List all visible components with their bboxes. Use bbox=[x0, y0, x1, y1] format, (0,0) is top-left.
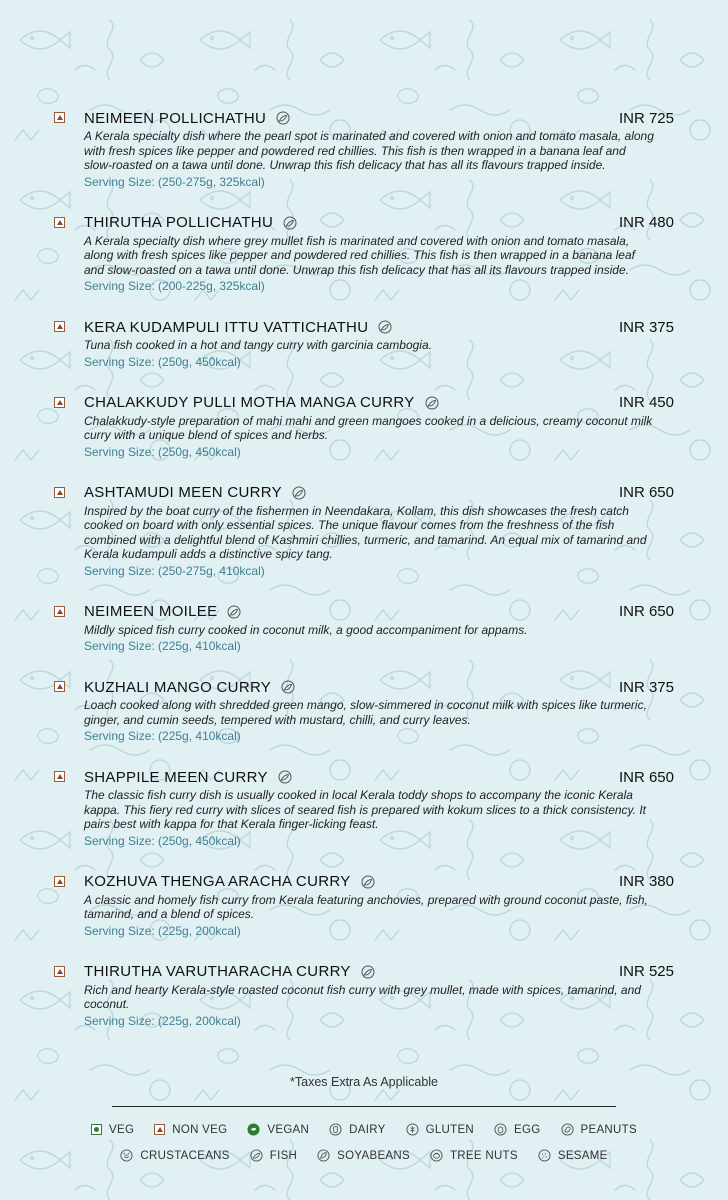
legend-item bbox=[430, 1149, 518, 1162]
non-veg-icon bbox=[54, 112, 65, 123]
item-title-row bbox=[84, 677, 674, 697]
fish-icon bbox=[361, 965, 375, 979]
soyabeans-icon bbox=[317, 1149, 330, 1162]
legend-divider bbox=[112, 1106, 616, 1107]
legend-item bbox=[494, 1123, 540, 1136]
legend-item bbox=[561, 1123, 637, 1136]
legend-item bbox=[538, 1149, 608, 1162]
non-veg-icon bbox=[54, 487, 65, 498]
tree-nuts-icon bbox=[430, 1149, 443, 1162]
item-description: Chalakkudy-style preparation of mahi mahi and green mangoes cooked in a delicious, creamy coconut milk curry with a unique blend of spices and herbs. bbox=[84, 413, 653, 442]
menu-item bbox=[0, 213, 728, 294]
item-title-row bbox=[84, 213, 674, 233]
item-description: Mildly spiced fish curry cooked in coconut milk, a good accompaniment for appams. bbox=[84, 622, 528, 637]
item-name: CHALAKKUDY PULLI MOTHA MANGA CURRY bbox=[84, 394, 415, 411]
item-title-row bbox=[84, 483, 674, 503]
menu-item bbox=[0, 767, 728, 848]
item-name: KERA KUDAMPULI ITTU VATTICHATHU bbox=[84, 318, 369, 336]
item-title-row bbox=[84, 962, 674, 982]
fish-icon bbox=[276, 111, 290, 125]
fish-icon bbox=[227, 605, 241, 619]
item-serving-size: Serving Size: (250g, 450kcal) bbox=[84, 444, 241, 459]
item-price: INR 725 bbox=[618, 109, 674, 127]
item-name: NEIMEEN MOILEE bbox=[84, 603, 218, 620]
item-title-row bbox=[84, 602, 674, 622]
vegan-icon bbox=[247, 1123, 260, 1136]
item-serving-size: Serving Size: (250g, 450kcal) bbox=[84, 833, 241, 848]
legend-item bbox=[120, 1149, 229, 1162]
item-name: KOZHUVA THENGA ARACHA CURRY bbox=[84, 873, 351, 890]
item-name: ASHTAMUDI MEEN CURRY bbox=[84, 484, 282, 501]
legend-row-2 bbox=[0, 1149, 728, 1162]
item-description: A Kerala specialty dish where the pearl spot is marinated and covered with onion and tomato masala, along with fresh spices like pepper and powdered red chillies. This fish is then wrapped in a banana leaf and slow-roasted on a tawa until done. Unwrap this fish delicacy that has all its flavours trapped inside. bbox=[84, 129, 654, 172]
non-veg-icon bbox=[54, 397, 65, 408]
legend-item bbox=[91, 1124, 134, 1136]
legend-label: PEANUTS bbox=[580, 1123, 637, 1136]
item-title-row bbox=[84, 767, 674, 787]
menu-item bbox=[0, 317, 728, 369]
fish-icon bbox=[281, 680, 295, 694]
menu-item bbox=[0, 962, 728, 1028]
item-price: INR 650 bbox=[618, 484, 674, 501]
taxes-note: *Taxes Extra As Applicable bbox=[290, 1075, 438, 1089]
legend-label: EGG bbox=[514, 1123, 541, 1136]
legend-label: GLUTEN bbox=[425, 1123, 475, 1136]
item-serving-size: Serving Size: (225g, 410kcal) bbox=[84, 639, 241, 653]
item-description: Rich and hearty Kerala-style roasted coconut fish curry with grey mullet, made with spices, tamarind, and coconut. bbox=[84, 982, 641, 1011]
fish-icon bbox=[378, 320, 392, 334]
dairy-icon bbox=[329, 1123, 342, 1136]
legend-label: SOYABEANS bbox=[337, 1149, 410, 1162]
fish-icon bbox=[361, 875, 375, 889]
legend-item bbox=[250, 1149, 297, 1162]
non-veg-icon bbox=[54, 606, 65, 617]
fish-icon bbox=[292, 486, 306, 500]
non-veg-icon bbox=[54, 771, 65, 782]
crustaceans-icon bbox=[120, 1149, 133, 1162]
non-veg-icon bbox=[54, 681, 65, 692]
veg-icon bbox=[91, 1124, 102, 1135]
fish-icon bbox=[250, 1149, 263, 1162]
non-veg-icon bbox=[54, 966, 65, 977]
fish-icon bbox=[278, 770, 292, 784]
item-price: INR 480 bbox=[618, 214, 674, 231]
non-veg-icon bbox=[154, 1124, 165, 1135]
legend-item bbox=[317, 1149, 410, 1162]
menu-item bbox=[0, 108, 728, 189]
item-price: INR 450 bbox=[618, 394, 674, 411]
item-title-row bbox=[84, 317, 674, 337]
legend-item bbox=[247, 1123, 309, 1136]
non-veg-icon bbox=[54, 321, 65, 332]
item-name: NEIMEEN POLLICHATHU bbox=[84, 109, 267, 127]
item-title-row bbox=[84, 108, 674, 128]
menu-item bbox=[0, 872, 728, 938]
legend-item bbox=[154, 1124, 227, 1136]
item-serving-size: Serving Size: (200-225g, 325kcal) bbox=[84, 279, 265, 293]
item-serving-size: Serving Size: (250-275g, 325kcal) bbox=[84, 174, 265, 189]
item-price: INR 650 bbox=[618, 768, 674, 786]
item-description: A Kerala specialty dish where grey mullet fish is marinated and covered with onion and tomato masala, along with fresh spices like pepper and powdered red chillies. This fish is then wrapped in a banana leaf and slow-roasted on a tawa until done. Unwrap this fish delicacy that has all its flavours trapped inside. bbox=[84, 233, 635, 277]
item-serving-size: Serving Size: (250-275g, 410kcal) bbox=[84, 563, 265, 578]
legend-item bbox=[406, 1123, 474, 1136]
legend-label: VEGAN bbox=[267, 1123, 310, 1136]
item-description: Tuna fish cooked in a hot and tangy curry with garcinia cambogia. bbox=[84, 338, 432, 352]
item-title-row bbox=[84, 393, 674, 413]
non-veg-icon bbox=[54, 876, 65, 887]
legend-label: FISH bbox=[269, 1149, 298, 1162]
item-serving-size: Serving Size: (225g, 410kcal) bbox=[84, 729, 241, 743]
item-price: INR 375 bbox=[618, 678, 674, 696]
item-name: SHAPPILE MEEN CURRY bbox=[84, 768, 268, 786]
legend-label: CRUSTACEANS bbox=[140, 1149, 230, 1162]
legend-item bbox=[329, 1123, 385, 1136]
gluten-icon bbox=[406, 1123, 419, 1136]
item-description: A classic and homely fish curry from Kerala featuring anchovies, prepared with ground coconut paste, fish, tamarind, and a blend of spices. bbox=[84, 892, 648, 921]
item-description: The classic fish curry dish is usually cooked in local Kerala toddy shops to accompany the iconic Kerala kappa. This fiery red curry with slices of seared fish is prepared with kokum slices to a thick consistency. It pairs best with kappa for that Kerala finger-licking feast. bbox=[84, 788, 646, 831]
item-serving-size: Serving Size: (225g, 200kcal) bbox=[84, 1013, 241, 1028]
menu-item bbox=[0, 677, 728, 743]
non-veg-icon bbox=[54, 217, 65, 228]
egg-icon bbox=[494, 1123, 507, 1136]
item-description: Inspired by the boat curry of the fishermen in Neendakara, Kollam, this dish showcases the fresh catch cooked on board with only essential spices. The unique flavour comes from the freshness of the fish combined with a delightful blend of Kashmiri chillies, turmeric, and tamarind. An equal mix of tamarind and Kerala kudampuli adds a distinctive spicy tang. bbox=[84, 503, 647, 561]
fish-icon bbox=[425, 396, 439, 410]
sesame-icon bbox=[538, 1149, 551, 1162]
legend-label: VEG bbox=[109, 1123, 135, 1136]
item-price: INR 375 bbox=[618, 318, 674, 336]
menu-item bbox=[0, 602, 728, 654]
item-description: Loach cooked along with shredded green mango, slow-simmered in coconut milk with spices like turmeric, ginger, and cumin seeds, tempered with mustard, chilli, and curry leaves. bbox=[84, 698, 647, 727]
menu-item bbox=[0, 483, 728, 578]
fish-icon bbox=[283, 216, 297, 230]
menu-list bbox=[0, 108, 728, 1052]
menu-item bbox=[0, 393, 728, 459]
item-serving-size: Serving Size: (225g, 200kcal) bbox=[84, 923, 241, 938]
legend-row-1 bbox=[0, 1123, 728, 1136]
peanuts-icon bbox=[561, 1123, 574, 1136]
item-price: INR 650 bbox=[618, 603, 674, 620]
legend-label: DAIRY bbox=[349, 1123, 386, 1136]
item-price: INR 380 bbox=[618, 873, 674, 890]
item-name: THIRUTHA POLLICHATHU bbox=[84, 214, 274, 231]
legend-label: SESAME bbox=[557, 1149, 608, 1162]
item-name: KUZHALI MANGO CURRY bbox=[84, 678, 272, 696]
legend-label: NON VEG bbox=[172, 1123, 228, 1136]
item-name: THIRUTHA VARUTHARACHA CURRY bbox=[84, 963, 351, 980]
item-serving-size: Serving Size: (250g, 450kcal) bbox=[84, 354, 241, 369]
item-title-row bbox=[84, 872, 674, 892]
item-price: INR 525 bbox=[618, 963, 674, 980]
legend-label: TREE NUTS bbox=[449, 1149, 518, 1162]
